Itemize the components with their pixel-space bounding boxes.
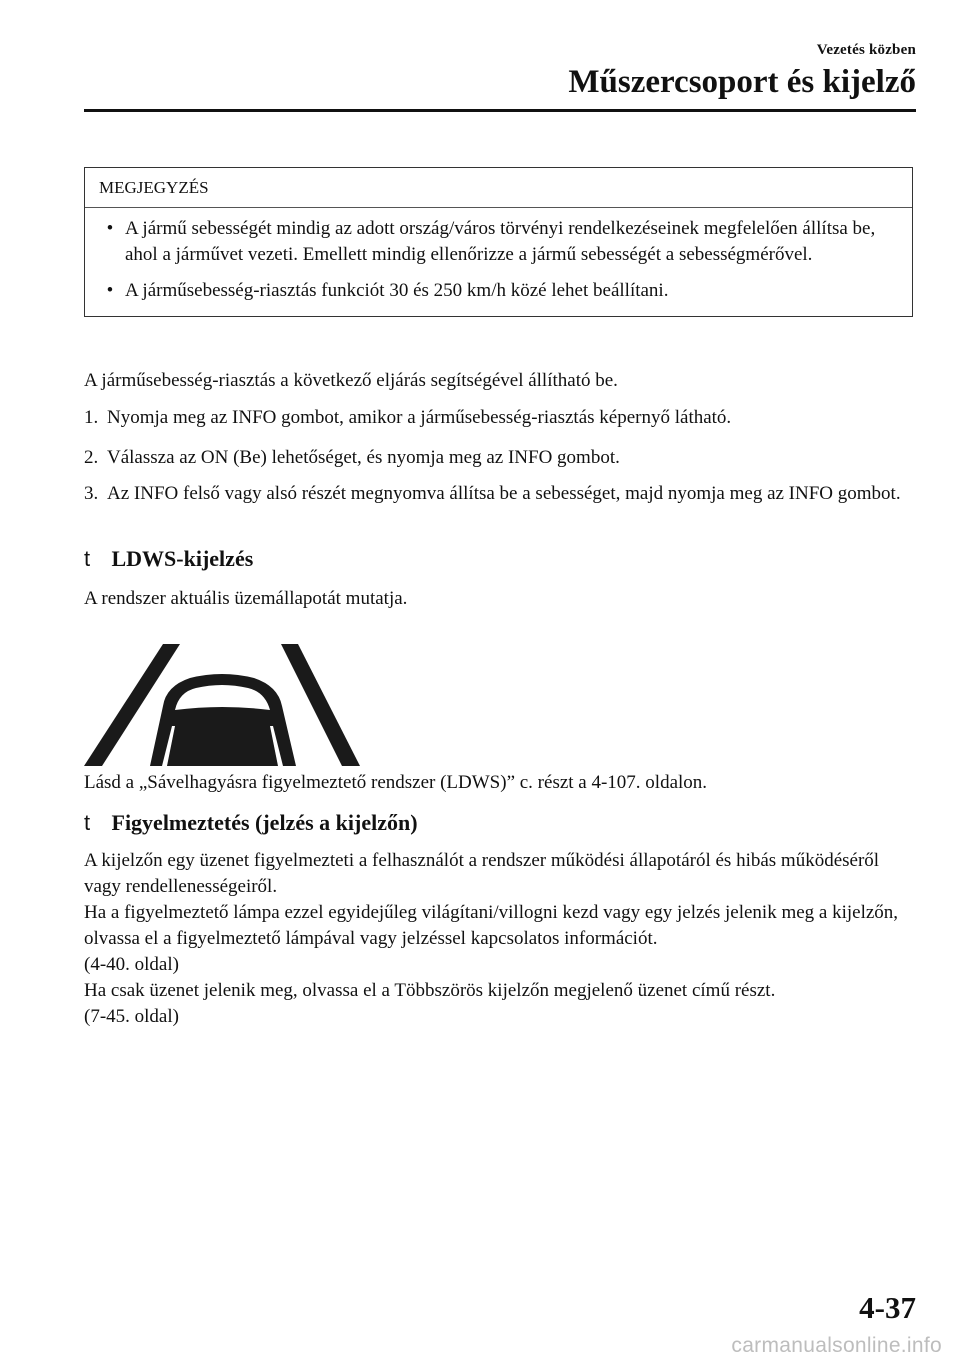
watermark: carmanualsonline.info [731,1334,942,1357]
section-marker-icon: t [84,546,91,571]
step-number: 3. [84,483,99,504]
warning-body [84,848,916,1030]
note-bullet [101,216,896,268]
header-divider [84,109,916,112]
step-item [84,445,916,471]
step-text: Nyomja meg az INFO gombot, amikor a járműsebesség-riasztás képernyő látható. [107,407,732,428]
step-item [84,405,916,431]
step-number: 2. [84,447,99,468]
step-text: Az INFO felső vagy alsó részét megnyomva állítsa be a sebességet, majd nyomja meg az INFO gombot. [107,483,901,504]
lane-departure-car-icon [84,644,360,766]
note-heading: MEGJEGYZÉS [85,168,912,208]
step-text: Válassza az ON (Be) lehetőséget, és nyomja meg az INFO gombot. [107,447,620,468]
note-bullet-text: A jármű sebességét mindig az adott ország/város törvényi rendelkezéseinek megfelelően állítsa be, ahol a járművet vezeti. Emellett mindig ellenőrizze a jármű sebességét a sebességmérővel. [125,218,876,265]
bullet-icon: • [106,280,114,301]
warning-line: Ha csak üzenet jelenik meg, olvassa el a Többszörös kijelzőn megjelenő üzenet című részt. [84,980,776,1001]
step-number: 1. [84,407,99,428]
ldws-heading [84,545,253,573]
warning-heading [84,809,418,837]
bullet-icon: • [106,218,114,239]
warning-line: (7-45. oldal) [84,1006,179,1027]
note-bullet-text: A járműsebesség-riasztás funkciót 30 és 250 km/h közé lehet beállítani. [125,280,669,301]
page-title: Műszercsoport és kijelző [568,64,916,100]
ldws-heading-text: LDWS-kijelzés [111,546,254,571]
section-marker-icon: t [84,810,91,835]
note-bullet [101,278,896,304]
ldws-description: A rendszer aktuális üzemállapotát mutatja. [84,588,408,609]
ldws-reference: Lásd a „Sávelhagyásra figyelmeztető rendszer (LDWS)” c. részt a 4-107. oldalon. [84,772,708,793]
chapter-label: Vezetés közben [816,42,916,58]
page-number: 4-37 [859,1290,916,1325]
warning-line: (4-40. oldal) [84,954,179,975]
warning-line: Ha a figyelmeztető lámpa ezzel egyidejűleg világítani/villogni kezd vagy egy jelzés jelenik meg a kijelzőn, olvassa el a figyelmeztető lámpával vagy jelzéssel kapcsolatos információt. [84,902,899,949]
step-item [84,481,916,507]
warning-heading-text: Figyelmeztetés (jelzés a kijelzőn) [111,810,418,835]
note-body [85,208,912,316]
note-box [84,167,913,317]
warning-line: A kijelzőn egy üzenet figyelmezteti a felhasználót a rendszer működési állapotáról és hibás működéséről vagy rendellenességeiről. [84,850,880,897]
intro-paragraph: A járműsebesség-riasztás a következő eljárás segítségével állítható be. [84,370,618,391]
